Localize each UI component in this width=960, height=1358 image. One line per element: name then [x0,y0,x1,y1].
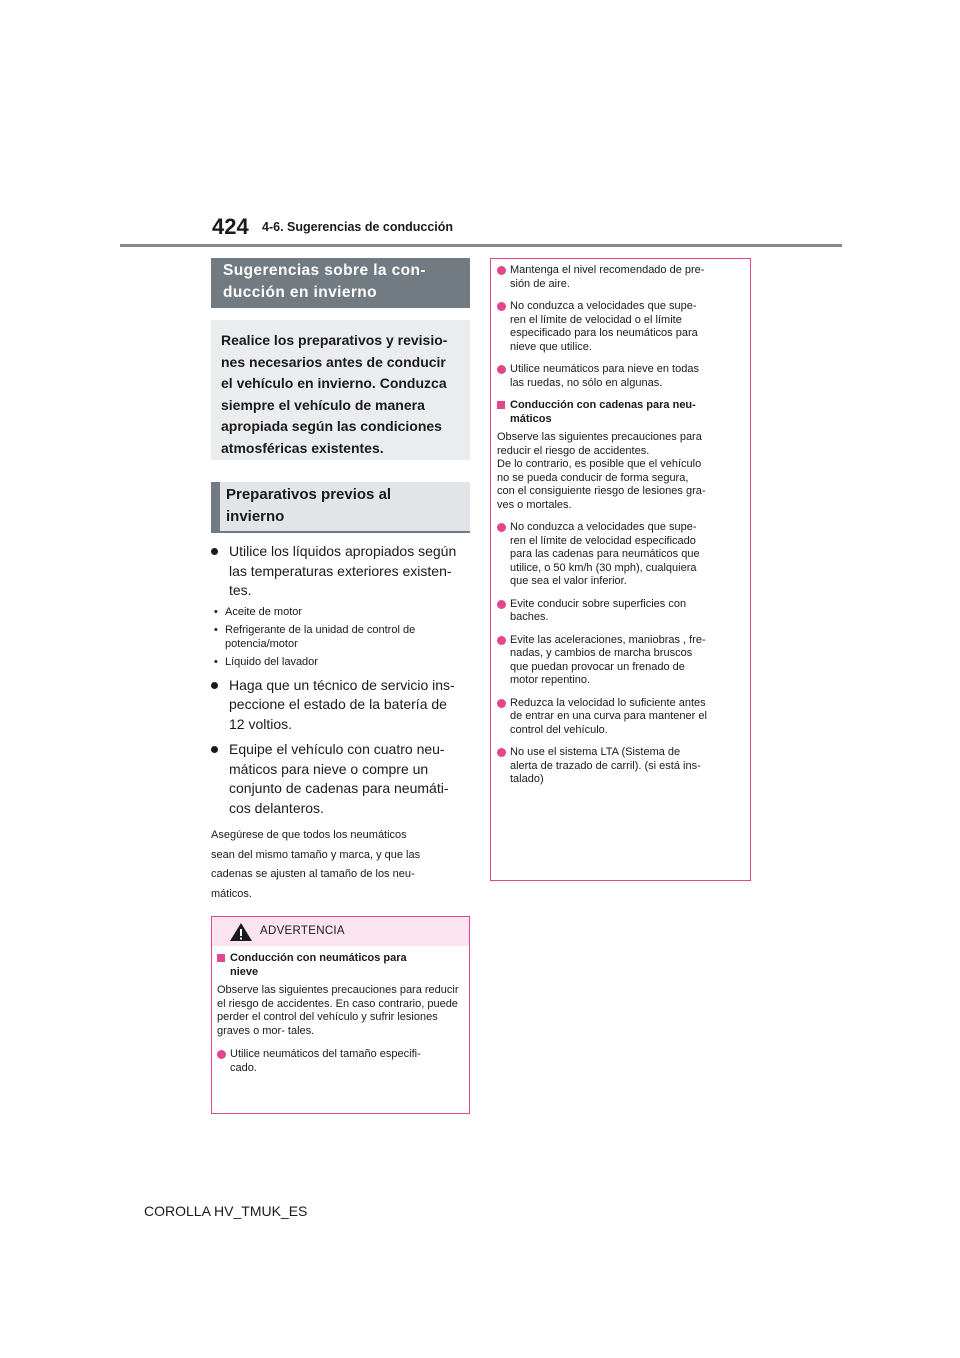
chains-heading-text: Conducción con cadenas para neu- máticos [510,399,696,425]
circle-bullet-icon [497,365,506,374]
fluid-list [211,606,470,670]
circle-bullet-icon [497,302,506,311]
warning-item [497,264,746,291]
warning-sub-heading-text: Conducción con neumáticos para nieve [230,952,407,978]
warning-item [497,363,746,390]
bullet-dot-icon [211,682,218,689]
intro-box [211,320,470,460]
warning-item-text: Evite conducir sobre superficies con baches. [510,597,687,623]
warning-triangle-icon [229,922,253,942]
section-title: 4-6. Sugerencias de conducción [262,220,454,234]
warning-item-text: No conduzca a velocidades que supe- ren el límite de velocidad o el límite especificado para los neumáticos para nieve que utilice. [510,300,698,353]
warning-item-text: Evite las aceleraciones, maniobras , fre- nadas, y cambios de marcha bruscos que puedan provocar un frenado de motor repentino. [510,633,706,686]
circle-bullet-icon [497,600,506,609]
warning-item [497,634,746,688]
small-bullet-icon: • [214,656,218,668]
warning-continued-box [490,258,751,881]
bullet-item-fluids [211,542,470,601]
bullet-dot-icon [211,548,218,555]
circle-bullet-icon [497,699,506,708]
bullet-text: Haga que un técnico de servicio ins- peccione el estado de la batería de 12 voltios. [229,676,455,732]
sub-heading-text: Preparativos previos al invierno [226,486,392,525]
warning-header [212,917,469,946]
main-heading [211,258,470,308]
warning-box [211,916,470,1114]
square-bullet-icon [217,954,225,962]
circle-bullet-icon [497,748,506,757]
bullet-text: Utilice los líquidos apropiados según las temperaturas exteriores existen- tes. [229,543,457,598]
warning-item-text: Reduzca la velocidad lo suficiente antes de entrar en una curva para mantener el control del vehículo. [510,696,707,736]
tire-note: Asegúrese de que todos los neumáticos sean del mismo tamaño y marca, y que las cadenas se ajusten al tamaño de los neu- máticos. [211,829,421,900]
warning-item [497,521,746,589]
bullet-item-tires [211,740,470,818]
warning-item [497,300,746,354]
chains-sub-heading [497,399,746,426]
warning-item-text: No conduzca a velocidades que supe- ren el límite de velocidad especificado para las cadenas para neumáticos que utilice, o 50 km/h (30 mph), cualquiera que sea el valor inferior. [510,521,700,587]
circle-bullet-icon [497,636,506,645]
bullet-item-battery [211,676,470,735]
right-column [490,258,751,881]
list-item-text: Refrigerante de la unidad de control de potencia/motor [225,624,416,650]
warning-item-text: Utilice neumáticos para nieve en todas las ruedas, no sólo en algunas. [510,363,699,389]
circle-bullet-icon [217,1050,226,1059]
footer-model: COROLLA HV_TMUK_ES [144,1203,308,1219]
list-item [211,606,470,620]
main-heading-text: Sugerencias sobre la con- ducción en invierno [223,262,426,301]
list-item [211,624,470,651]
header-rule [120,244,842,247]
page-number: 424 [212,214,249,239]
chains-text: Observe las siguientes precauciones para reducir el riesgo de accidentes. De lo contrario, es posible que el vehículo no se pueda conducir de forma segura, con el consiguiente riesgo de lesiones gra- ves o mortales. [497,431,706,511]
list-item-text: Líquido del lavador [225,656,318,668]
circle-bullet-icon [497,523,506,532]
warning-item-text: Utilice neumáticos del tamaño especifi- cado. [230,1048,421,1074]
warning-item [497,746,746,787]
warning-item [497,598,746,625]
warning-body [212,952,469,1075]
circle-bullet-icon [497,266,506,275]
sub-heading [211,482,470,533]
small-bullet-icon: • [214,624,218,636]
list-item [211,656,470,670]
intro-text: Realice los preparativos y revisio- nes necesarios antes de conducir el vehículo en invierno. Conduzca siempre el vehículo de manera apropiada según las condiciones atmosféricas existentes. [221,332,448,456]
warning-item-text: No use el sistema LTA (Sistema de alerta de trazado de carril). (si está ins- talado) [510,746,701,785]
list-item-text: Aceite de motor [225,605,303,618]
warning-text: Observe las siguientes precauciones para reducir el riesgo de accidentes. En caso contrario, puede perder el control del vehículo y sufrir lesiones graves o mor- tales. [217,984,459,1037]
warning-item [497,697,746,738]
bullet-dot-icon [211,746,218,753]
small-bullet-icon: • [214,605,218,618]
bullet-text: Equipe el vehículo con cuatro neu- máticos para nieve o compre un conjunto de cadenas para neumáti- cos delanteros. [229,741,449,816]
left-column [211,258,470,1114]
warning-sub-heading [217,952,465,979]
warning-label: ADVERTENCIA [260,925,345,937]
warning-item [217,1048,465,1075]
square-bullet-icon [497,401,505,409]
warning-item-text: Mantenga el nivel recomendado de pre- sión de aire. [510,264,705,290]
